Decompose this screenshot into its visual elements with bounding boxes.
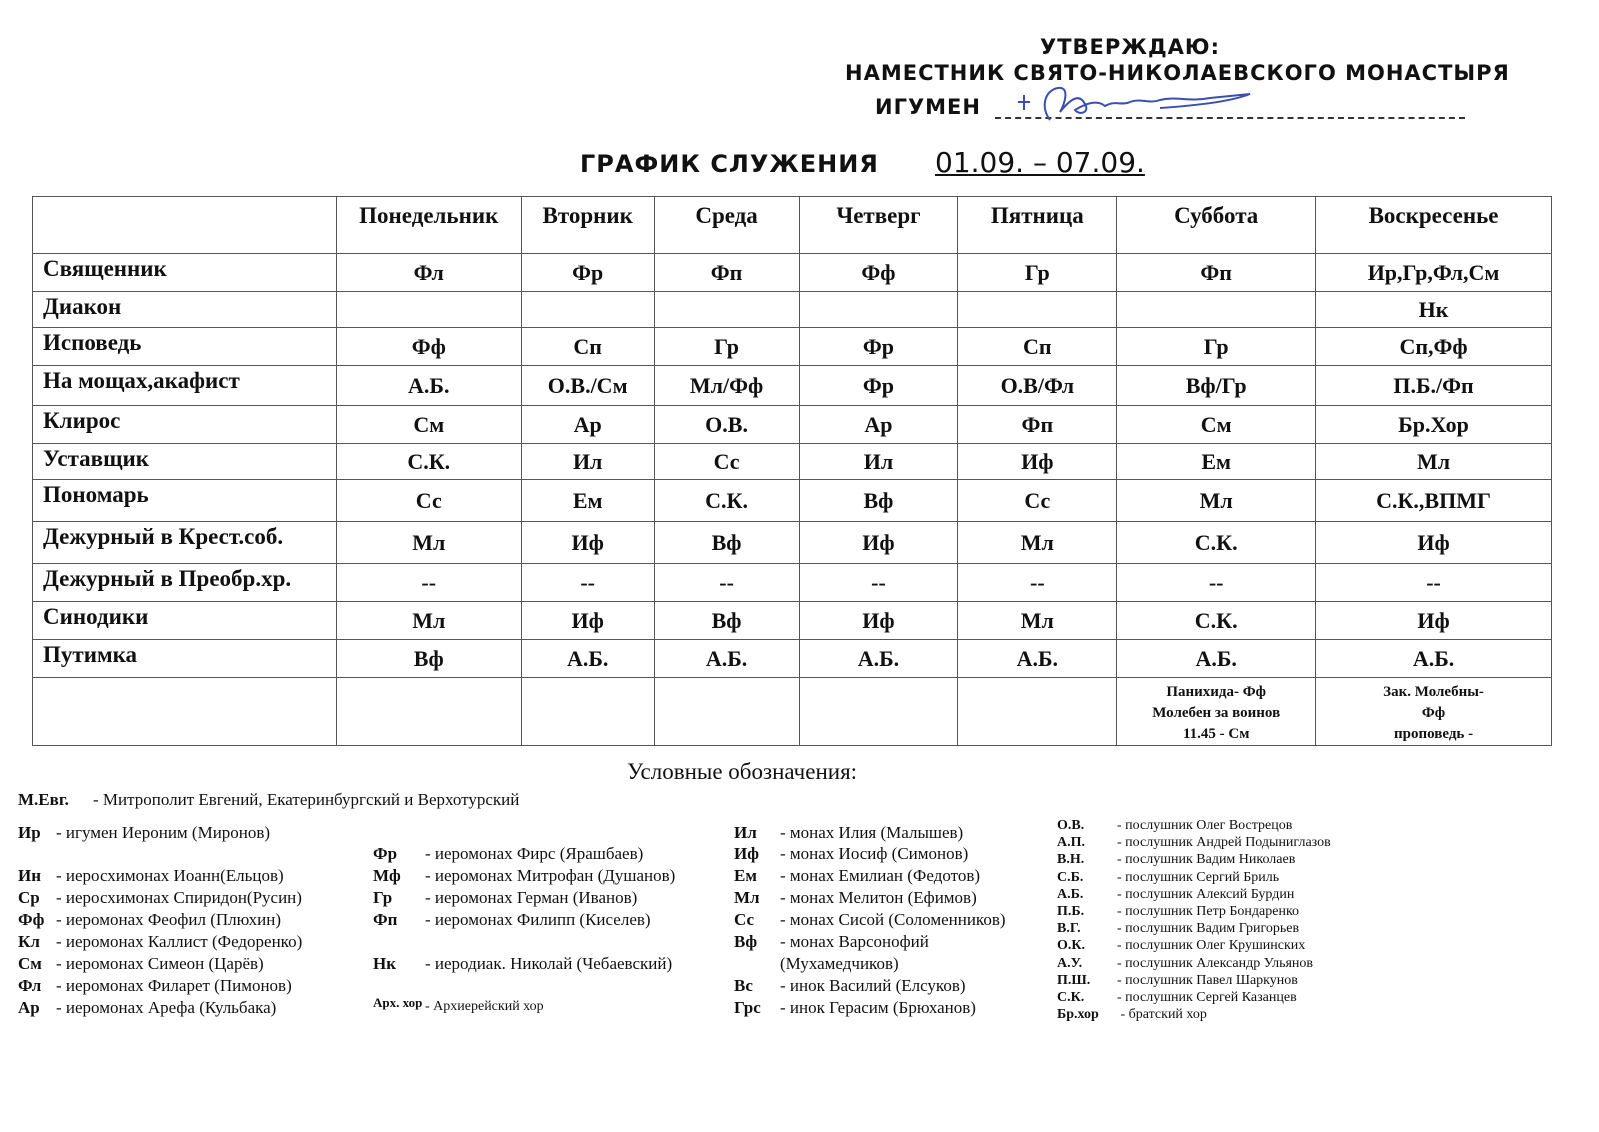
schedule-cell: А.Б. [654, 640, 799, 678]
legend-text: - монах Илия (Малышев) [780, 823, 964, 842]
table-row [33, 640, 1552, 678]
schedule-cell: Сп,Фф [1316, 328, 1552, 366]
legend-abbr: О.К. [1057, 938, 1086, 953]
legend-text: - иеромонах Арефа (Кульбака) [56, 998, 277, 1017]
legend-text: (Мухамедчиков) [780, 954, 899, 973]
legend-entry [373, 910, 651, 930]
role-cell: Клирос [33, 406, 337, 444]
legend-text: - послушник Олег Крушинских [1117, 938, 1306, 953]
legend-abbr: Ир [18, 823, 41, 842]
legend-entry [1057, 921, 1299, 937]
schedule-cell: Мл [336, 602, 521, 640]
schedule-cell: С.К. [1117, 522, 1316, 564]
schedule-cell: Фл [336, 254, 521, 292]
schedule-cell: Вф [654, 522, 799, 564]
table-row [33, 602, 1552, 640]
schedule-cell: Иф [521, 602, 654, 640]
day-header: Четверг [799, 197, 958, 254]
table-row [33, 522, 1552, 564]
schedule-cell: Вф [336, 640, 521, 678]
legend-abbr: С.Б. [1057, 870, 1084, 885]
legend-abbr: А.У. [1057, 956, 1083, 971]
schedule-cell: Вф [799, 480, 958, 522]
legend-entry [18, 998, 276, 1018]
title-text: ГРАФИК СЛУЖЕНИЯ [580, 150, 879, 178]
role-cell: Пономарь [33, 480, 337, 522]
legend-text: - игумен Иероним (Миронов) [56, 823, 271, 842]
legend-text: - иеросхимонах Иоанн(Ельцов) [56, 866, 284, 885]
legend-text: - иеромонах Филарет (Пимонов) [56, 976, 292, 995]
legend-abbr: Нк [373, 954, 397, 973]
legend-entry [734, 910, 1006, 930]
title-dates: 01.09. – 07.09. [935, 146, 1145, 179]
legend-entry [18, 866, 284, 886]
legend-entry [1057, 956, 1313, 972]
schedule-cell: Фп [958, 406, 1117, 444]
legend-entry [1057, 938, 1305, 954]
legend-entry [1057, 990, 1297, 1006]
legend-entry [734, 823, 963, 843]
role-cell: Священник [33, 254, 337, 292]
legend-entry [734, 888, 977, 908]
role-cell: На мощах,акафист [33, 366, 337, 406]
legend-entry [18, 932, 302, 952]
schedule-cell: Мл/Фф [654, 366, 799, 406]
schedule-cell: Иф [799, 602, 958, 640]
table-row [33, 328, 1552, 366]
schedule-cell: Сп [958, 328, 1117, 366]
schedule-cell: О.В./См [521, 366, 654, 406]
schedule-cell: Ем [1117, 444, 1316, 480]
schedule-cell [336, 292, 521, 328]
schedule-cell: См [1117, 406, 1316, 444]
schedule-cell: Иф [521, 522, 654, 564]
legend-text: - послушник Вадим Николаев [1117, 852, 1296, 867]
schedule-cell: Ар [521, 406, 654, 444]
schedule-cell: Гр [1117, 328, 1316, 366]
schedule-cell: А.Б. [1117, 640, 1316, 678]
legend-entry [373, 844, 643, 864]
legend-abbr: О.В. [1057, 818, 1085, 833]
legend-abbr: Ил [734, 823, 757, 842]
legend-text: - инок Герасим (Брюханов) [780, 998, 976, 1017]
legend-top [18, 790, 519, 810]
day-header: Понедельник [336, 197, 521, 254]
notes-row [33, 678, 1552, 746]
note-line: 11.45 - См [1182, 726, 1250, 742]
table-row [33, 444, 1552, 480]
schedule-cell: Сс [958, 480, 1117, 522]
legend-text: - монах Мелитон (Ефимов) [780, 888, 977, 907]
schedule-cell: Ир,Гр,Фл,См [1316, 254, 1552, 292]
legend-abbr: Гр [373, 888, 393, 907]
approve-label: УТВЕРЖДАЮ: [1040, 35, 1220, 59]
note-line: Молебен за воинов [1152, 705, 1281, 721]
legend-entry [373, 995, 544, 1015]
approve-rank: ИГУМЕН [875, 95, 981, 119]
schedule-cell: Гр [654, 328, 799, 366]
schedule-cell: Нк [1316, 292, 1552, 328]
schedule-cell: -- [1316, 564, 1552, 602]
schedule-cell: П.Б./Фп [1316, 366, 1552, 406]
note-line: Фф [1421, 705, 1446, 721]
schedule-cell: Иф [1316, 522, 1552, 564]
table-row [33, 254, 1552, 292]
approve-position: НАМЕСТНИК СВЯТО-НИКОЛАЕВСКОГО МОНАСТЫРЯ [845, 61, 1510, 85]
schedule-cell: С.К.,ВПМГ [1316, 480, 1552, 522]
role-cell: Дежурный в Преобр.хр. [33, 564, 337, 602]
note-cell [521, 678, 654, 746]
legend-text: - послушник Алексий Бурдин [1117, 887, 1295, 902]
schedule-cell: Сп [521, 328, 654, 366]
schedule-cell [799, 292, 958, 328]
legend-abbr: В.Н. [1057, 852, 1085, 867]
schedule-cell: Мл [336, 522, 521, 564]
schedule-cell: А.Б. [1316, 640, 1552, 678]
corner-cell [33, 197, 337, 254]
schedule-cell: А.Б. [958, 640, 1117, 678]
legend-entry [373, 954, 672, 974]
schedule-cell: Фф [799, 254, 958, 292]
schedule-cell: Сс [336, 480, 521, 522]
signature-icon [1010, 82, 1270, 127]
legend-entry [373, 888, 637, 908]
legend-abbr: Фп [373, 910, 398, 929]
note-line: проповедь - [1394, 726, 1474, 742]
legend-entry [1057, 904, 1299, 920]
legend-text: - иеромонах Симеон (Царёв) [56, 954, 264, 973]
note-cell [336, 678, 521, 746]
legend-entry [734, 932, 929, 952]
schedule-cell: Фр [799, 328, 958, 366]
legend-title: Условные обозначения: [627, 759, 858, 784]
schedule-cell [521, 292, 654, 328]
legend-entry [18, 910, 281, 930]
legend-abbr: Иф [734, 844, 759, 863]
schedule-cell: -- [521, 564, 654, 602]
schedule-cell: О.В/Фл [958, 366, 1117, 406]
legend-abbr: С.К. [1057, 990, 1085, 1005]
legend-abbr: Бр.хор [1057, 1007, 1099, 1022]
role-cell: Путимка [33, 640, 337, 678]
schedule-cell: Иф [958, 444, 1117, 480]
note-cell [799, 678, 958, 746]
note-cell [1316, 678, 1552, 746]
legend-text: - монах Емилиан (Федотов) [780, 866, 981, 885]
schedule-cell: Фр [521, 254, 654, 292]
legend-text: - иеромонах Каллист (Федоренко) [56, 932, 303, 951]
legend-abbr: Фл [18, 976, 42, 995]
table-row [33, 366, 1552, 406]
schedule-cell: А.Б. [799, 640, 958, 678]
legend-text: - послушник Павел Шаркунов [1117, 973, 1298, 988]
day-header: Среда [654, 197, 799, 254]
day-header: Пятница [958, 197, 1117, 254]
schedule-cell: Иф [799, 522, 958, 564]
schedule-cell: С.К. [1117, 602, 1316, 640]
legend-text: - иеромонах Феофил (Плюхин) [56, 910, 282, 929]
note-cell [958, 678, 1117, 746]
schedule-cell: Ар [799, 406, 958, 444]
legend-entry [734, 998, 976, 1018]
schedule-cell: Мл [958, 602, 1117, 640]
schedule-cell: Фф [336, 328, 521, 366]
legend-text: - послушник Вадим Григорьев [1117, 921, 1300, 936]
legend-text: - послушник Андрей Подыниглазов [1117, 835, 1331, 850]
schedule-cell: -- [1117, 564, 1316, 602]
legend-abbr: Ин [18, 866, 42, 885]
role-cell: Диакон [33, 292, 337, 328]
schedule-cell: Фп [1117, 254, 1316, 292]
legend-text: - инок Василий (Елсуков) [780, 976, 966, 995]
schedule-cell: Ил [521, 444, 654, 480]
schedule-cell: Вф/Гр [1117, 366, 1316, 406]
schedule-cell: Иф [1316, 602, 1552, 640]
legend-entry [1057, 835, 1331, 851]
legend-abbr: П.Ш. [1057, 973, 1091, 988]
schedule-cell: Вф [654, 602, 799, 640]
legend-abbr: Вс [734, 976, 753, 995]
role-cell: Уставщик [33, 444, 337, 480]
schedule-table [32, 196, 1552, 746]
legend-text: - послушник Петр Бондаренко [1117, 904, 1300, 919]
table-row [33, 480, 1552, 522]
table-row [33, 564, 1552, 602]
legend-abbr: А.Б. [1057, 887, 1084, 902]
table-row [33, 406, 1552, 444]
legend-text: - послушник Сергей Казанцев [1117, 990, 1297, 1005]
schedule-cell: -- [958, 564, 1117, 602]
legend-abbr: Ар [18, 998, 40, 1017]
note-cell [654, 678, 799, 746]
day-header: Вторник [521, 197, 654, 254]
legend-abbr: Вф [734, 932, 758, 951]
legend-abbr: А.П. [1057, 835, 1085, 850]
schedule-cell: А.Б. [521, 640, 654, 678]
schedule-cell: См [336, 406, 521, 444]
legend-entry [1057, 887, 1294, 903]
role-cell: Синодики [33, 602, 337, 640]
schedule-cell [1117, 292, 1316, 328]
role-cell: Дежурный в Крест.соб. [33, 522, 337, 564]
schedule-cell: С.К. [336, 444, 521, 480]
schedule-cell: -- [336, 564, 521, 602]
schedule-cell: Мл [958, 522, 1117, 564]
legend-entry [18, 888, 302, 908]
schedule-cell: Фп [654, 254, 799, 292]
schedule-cell: Ем [521, 480, 654, 522]
legend-abbr: Арх. хор [373, 995, 423, 1010]
legend-entry [18, 976, 292, 996]
legend-text: - послушник Сергий Бриль [1117, 870, 1280, 885]
header-row [33, 197, 1552, 254]
legend-text: - иеромонах Герман (Иванов) [425, 888, 638, 907]
legend-text: - послушник Александр Ульянов [1117, 956, 1313, 971]
legend-abbr: Ср [18, 888, 40, 907]
table-row [33, 292, 1552, 328]
legend-text: - Архиерейский хор [425, 999, 544, 1014]
schedule-cell: С.К. [654, 480, 799, 522]
legend-abbr: Мф [373, 866, 401, 885]
schedule-cell: Сс [654, 444, 799, 480]
schedule-cell: Ил [799, 444, 958, 480]
schedule-cell [958, 292, 1117, 328]
day-header: Суббота [1117, 197, 1316, 254]
legend-abbr: Сс [734, 910, 755, 929]
schedule-cell [654, 292, 799, 328]
legend-text: - иеродиак. Николай (Чебаевский) [425, 954, 673, 973]
legend-abbr: Фр [373, 844, 398, 863]
legend-abbr: Грс [734, 998, 761, 1017]
legend-entry [1057, 852, 1295, 868]
legend-entry [734, 976, 966, 996]
legend-entry [1057, 818, 1292, 834]
legend-text: - иеросхимонах Спиридон(Русин) [56, 888, 302, 907]
role-cell: Исповедь [33, 328, 337, 366]
note-line: Зак. Молебны- [1383, 684, 1484, 700]
legend-entry [1057, 1007, 1207, 1023]
schedule-cell: Бр.Хор [1316, 406, 1552, 444]
schedule-cell: Гр [958, 254, 1117, 292]
legend-abbr: В.Г. [1057, 921, 1081, 936]
schedule-cell: А.Б. [336, 366, 521, 406]
legend-text: - монах Иосиф (Симонов) [780, 844, 969, 863]
legend-text: - иеромонах Филипп (Киселев) [425, 910, 651, 929]
legend-entry [1057, 870, 1279, 886]
legend-text: - братский хор [1117, 1007, 1207, 1022]
page-title [580, 146, 1145, 179]
schedule-cell: -- [799, 564, 958, 602]
day-header: Воскресенье [1316, 197, 1552, 254]
legend-entry [734, 954, 899, 974]
legend-abbr: Мл [734, 888, 760, 907]
schedule-cell: Мл [1117, 480, 1316, 522]
legend-text: - иеромонах Фирс (Ярашбаев) [425, 844, 644, 863]
legend-abbr: Фф [18, 910, 45, 929]
note-cell [1117, 678, 1316, 746]
legend-text: - монах Сисой (Соломенников) [780, 910, 1006, 929]
schedule-cell: -- [654, 564, 799, 602]
legend-text: - послушник Олег Вострецов [1117, 818, 1293, 833]
legend-abbr: П.Б. [1057, 904, 1085, 919]
schedule-cell: Фр [799, 366, 958, 406]
legend-abbr: М.Евг. [18, 790, 69, 809]
legend-text: - монах Варсонофий [780, 932, 929, 951]
note-cell [33, 678, 337, 746]
legend-text: - иеромонах Митрофан (Душанов) [425, 866, 676, 885]
legend-abbr: Кл [18, 932, 40, 951]
legend-entry [18, 823, 270, 843]
legend-entry [734, 844, 968, 864]
note-line: Панихида- Фф [1166, 684, 1267, 700]
legend-entry [373, 866, 675, 886]
legend-text: - Митрополит Евгений, Екатеринбургский и Верхотурский [93, 790, 520, 809]
legend-entry [1057, 973, 1298, 989]
legend-abbr: См [18, 954, 42, 973]
legend-entry [734, 866, 980, 886]
schedule-cell: Мл [1316, 444, 1552, 480]
legend-entry [18, 954, 264, 974]
schedule-cell: О.В. [654, 406, 799, 444]
legend-abbr: Ем [734, 866, 757, 885]
